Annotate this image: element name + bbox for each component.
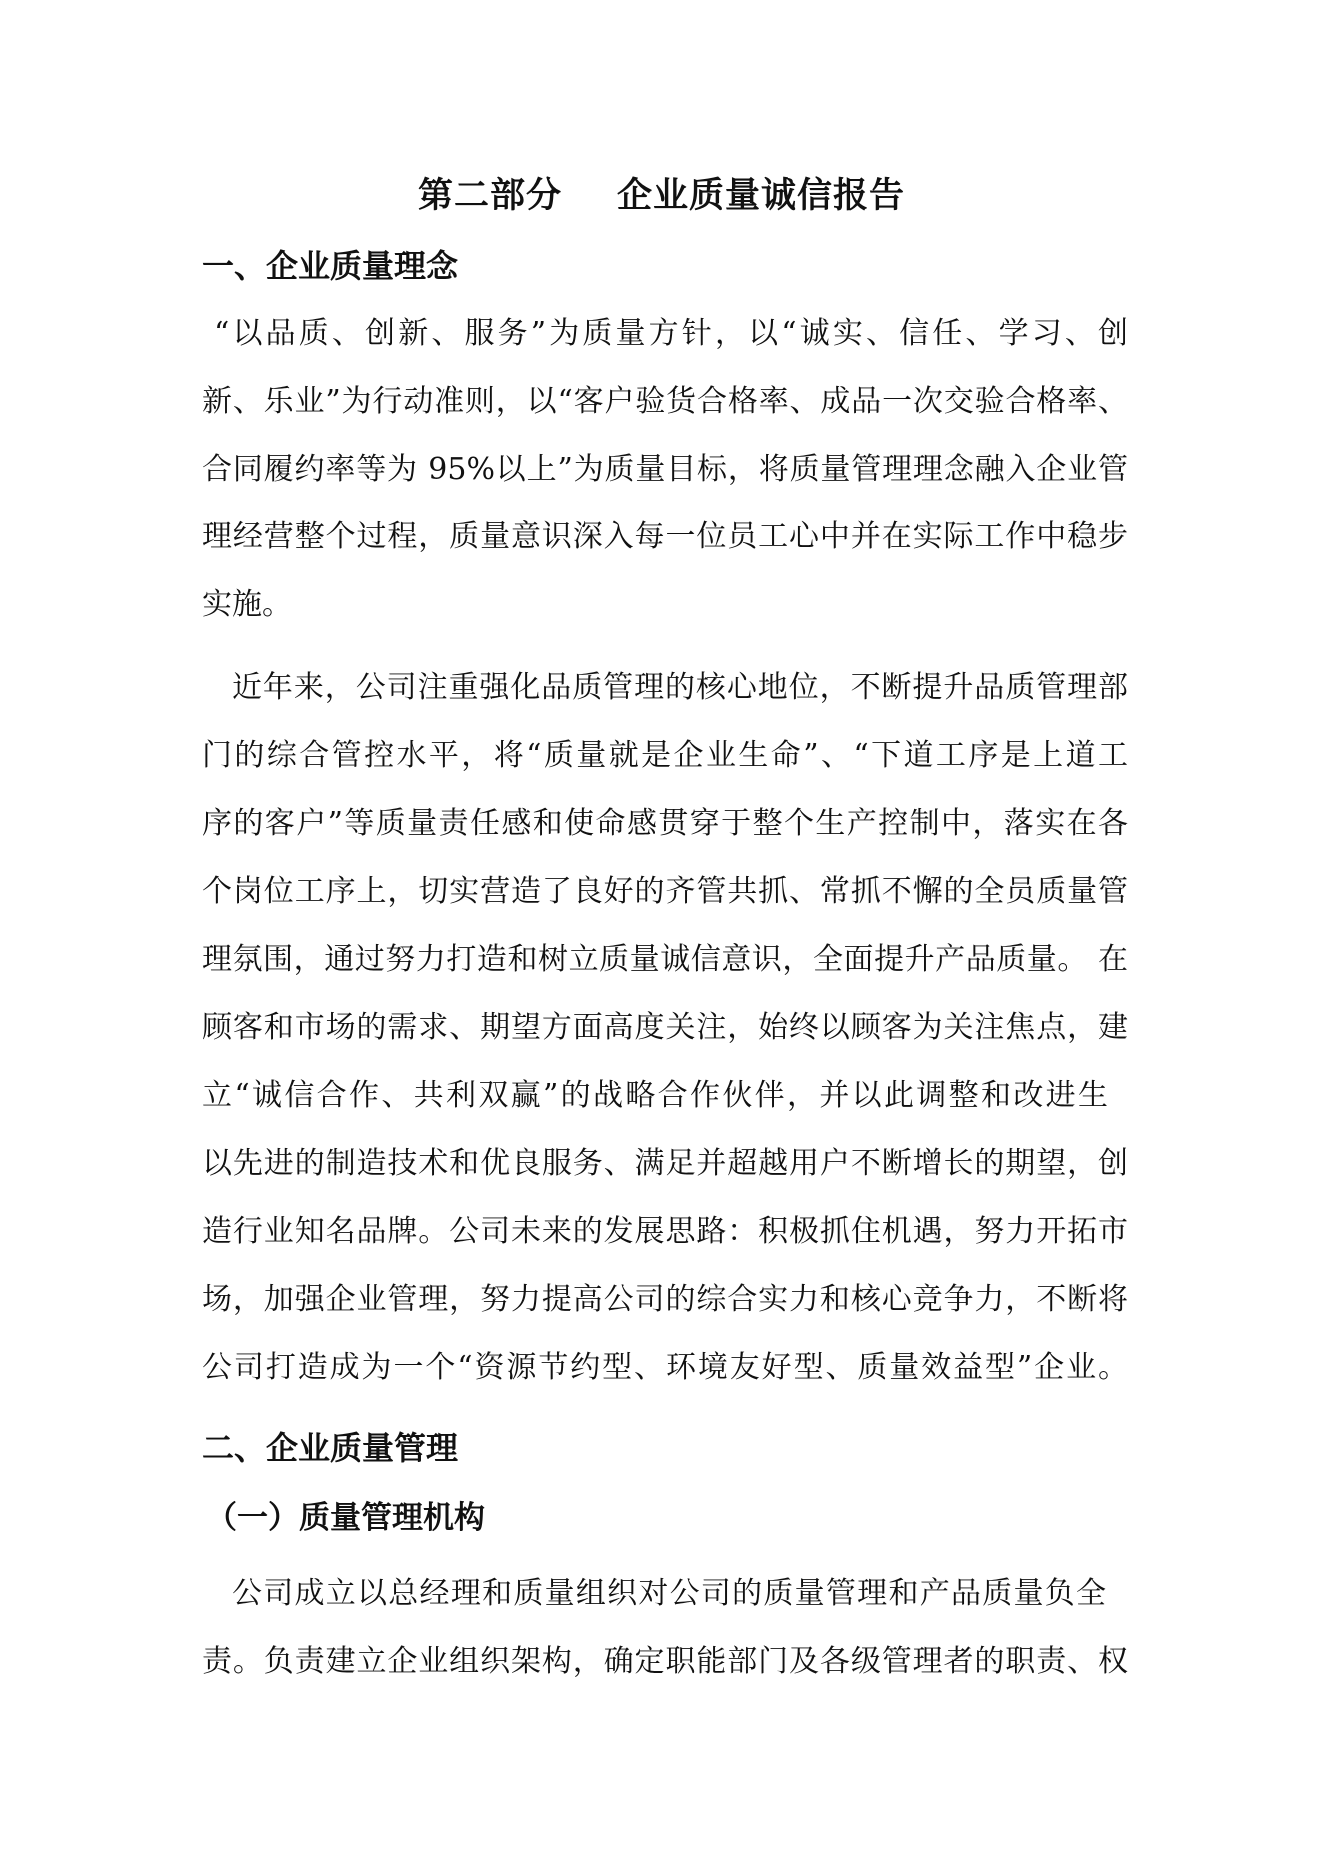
para-line: 造行业知名品牌。公司未来的发展思路：积极抓住机遇，努力开拓市: [202, 1214, 1128, 1249]
para-line: “以品质、创新、服务”为质量方针，以“诚实、信任、学习、创: [214, 316, 1128, 351]
para-line: 责。负责建立企业组织架构，确定职能部门及各级管理者的职责、权: [202, 1644, 1128, 1679]
para-line: 场，加强企业管理，努力提高公司的综合实力和核心竞争力，不断将: [202, 1282, 1128, 1317]
report-title: [0, 168, 1323, 224]
para-line: 公司打造成为一个“资源节约型、环境友好型、质量效益型”企业。: [202, 1350, 1128, 1385]
para-line: 公司成立以总经理和质量组织对公司的质量管理和产品质量负全: [232, 1576, 1106, 1611]
para-line: 近年来，公司注重强化品质管理的核心地位，不断提升品质管理部: [232, 670, 1128, 705]
report-title-main: 企业质量诚信报告: [617, 175, 906, 216]
section-2-heading: 二、企业质量管理: [202, 1429, 459, 1467]
para-line: 顾客和市场的需求、期望方面高度关注，始终以顾客为关注焦点，建: [202, 1010, 1128, 1045]
section-1-heading: 一、企业质量理念: [202, 247, 459, 285]
para-line: 门的综合管控水平，将“质量就是企业生命”、“下道工序是上道工: [202, 738, 1128, 773]
para-line: 合同履约率等为 95%以上”为质量目标，将质量管理理念融入企业管: [202, 452, 1128, 487]
para-line: 个岗位工序上，切实营造了良好的齐管共抓、常抓不懈的全员质量管: [202, 874, 1128, 909]
para-line: 理氛围，通过努力打造和树立质量诚信意识，全面提升产品质量。 在: [202, 942, 1128, 977]
para-line: 以先进的制造技术和优良服务、满足并超越用户不断增长的期望，创: [202, 1146, 1128, 1181]
para-line: 新、乐业”为行动准则，以“客户验货合格率、成品一次交验合格率、: [202, 384, 1128, 419]
report-title-part: 第二部分: [417, 175, 562, 216]
para-line: 序的客户”等质量责任感和使命感贯穿于整个生产控制中，落实在各: [202, 806, 1128, 841]
para-line: 立“诚信合作、共利双赢”的战略合作伙伴，并以此调整和改进生: [202, 1078, 1108, 1113]
para-line: 实施。: [202, 587, 292, 622]
para-line: 理经营整个过程，质量意识深入每一位员工心中并在实际工作中稳步: [202, 519, 1128, 554]
section-2-subheading: （一）质量管理机构: [206, 1500, 485, 1536]
